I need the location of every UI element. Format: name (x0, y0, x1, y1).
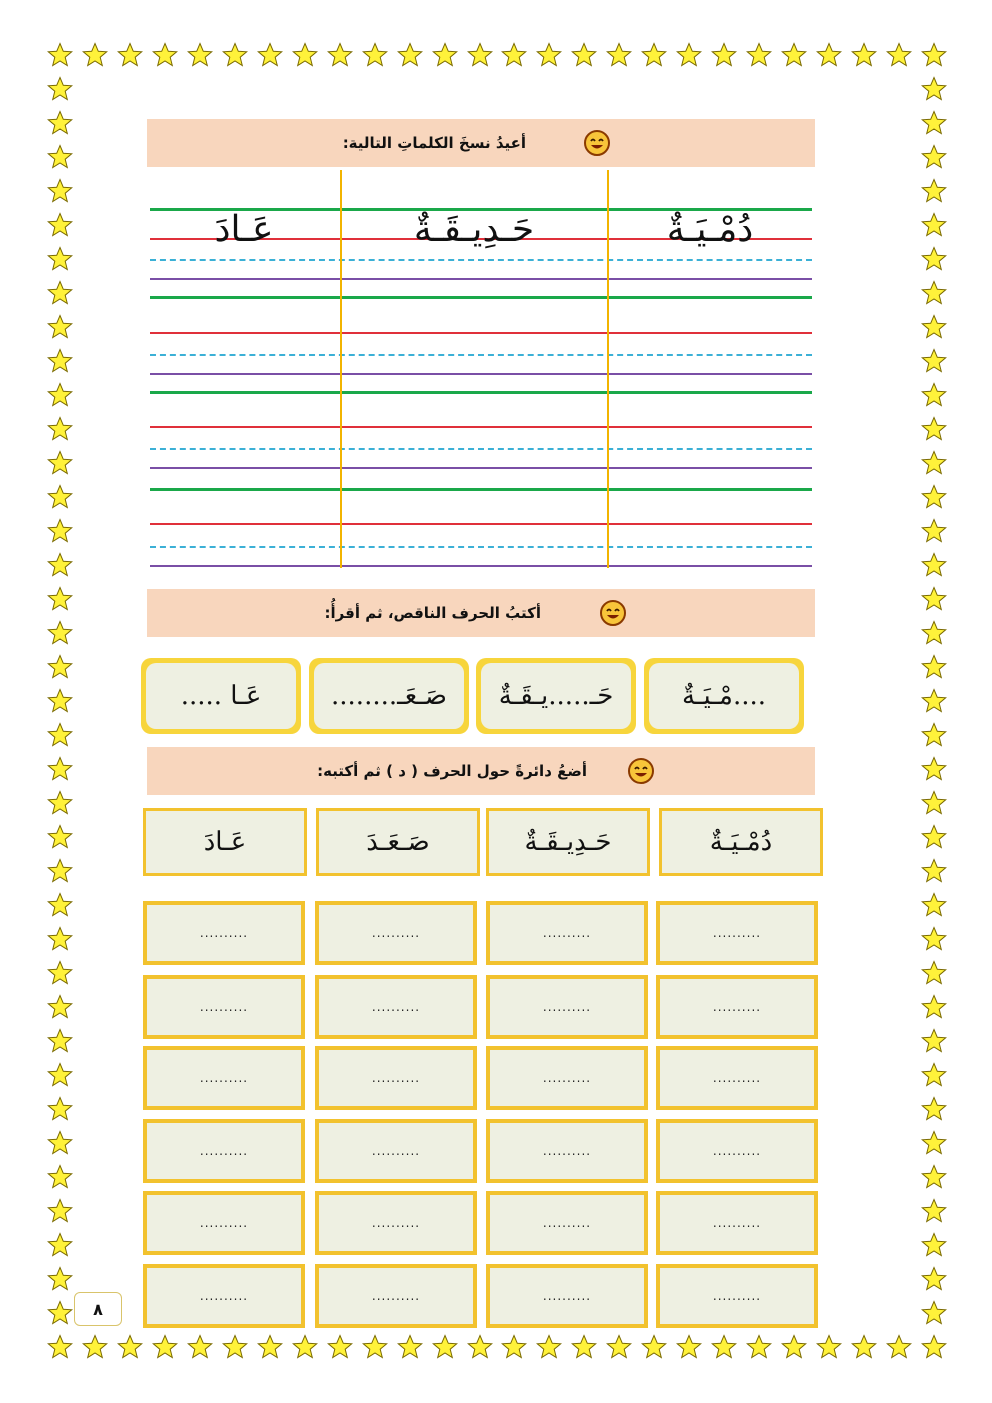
answer-box[interactable]: .......... (315, 1046, 477, 1110)
star-icon (47, 144, 73, 170)
star-icon (921, 552, 947, 578)
star-icon (47, 620, 73, 646)
star-icon (222, 42, 248, 68)
star-icon (47, 586, 73, 612)
star-icon (746, 1334, 772, 1360)
answer-box[interactable]: .......... (315, 1264, 477, 1328)
star-icon (467, 42, 493, 68)
star-icon (47, 824, 73, 850)
star-icon (921, 1232, 947, 1258)
star-icon (921, 416, 947, 442)
star-icon (571, 1334, 597, 1360)
star-icon (187, 42, 213, 68)
star-icon (47, 110, 73, 136)
star-icon (152, 1334, 178, 1360)
star-icon (47, 960, 73, 986)
answer-box[interactable]: .......... (143, 975, 305, 1039)
star-icon (921, 926, 947, 952)
model-word-1: دُمْـيَـةٌ (666, 209, 754, 250)
star-icon (571, 42, 597, 68)
star-icon (47, 246, 73, 272)
answer-box[interactable]: .......... (315, 1191, 477, 1255)
star-icon (47, 858, 73, 884)
star-icon (47, 178, 73, 204)
star-icon (851, 1334, 877, 1360)
answer-box[interactable]: .......... (143, 1191, 305, 1255)
star-icon (327, 42, 353, 68)
star-icon (921, 1334, 947, 1360)
star-icon (47, 552, 73, 578)
star-icon (47, 450, 73, 476)
answer-box[interactable]: .......... (486, 1191, 648, 1255)
star-icon (152, 42, 178, 68)
star-icon (47, 382, 73, 408)
star-icon (816, 1334, 842, 1360)
star-icon (257, 42, 283, 68)
star-icon (47, 926, 73, 952)
answer-box[interactable]: .......... (315, 975, 477, 1039)
star-icon (47, 722, 73, 748)
star-icon (47, 688, 73, 714)
missing-letter-word: ....مْـيَـةٌ (649, 663, 799, 729)
star-icon (781, 42, 807, 68)
missing-letter-card[interactable] (309, 658, 469, 734)
star-icon (886, 1334, 912, 1360)
star-icon (921, 960, 947, 986)
star-icon (921, 586, 947, 612)
star-icon (921, 654, 947, 680)
missing-letter-card[interactable] (644, 658, 804, 734)
instruction-missing: أكتبُ الحرف الناقص، ثم أقرأُ: (324, 604, 541, 622)
star-icon (921, 280, 947, 306)
star-icon (606, 1334, 632, 1360)
star-icon (362, 42, 388, 68)
star-icon (921, 1198, 947, 1224)
star-icon (921, 382, 947, 408)
star-icon (362, 1334, 388, 1360)
circle-word-card[interactable]: صَـعَـدَ (316, 808, 480, 876)
star-icon (47, 1198, 73, 1224)
answer-box[interactable]: .......... (143, 1046, 305, 1110)
star-icon (921, 994, 947, 1020)
answer-box[interactable]: .......... (656, 1119, 818, 1183)
star-icon (921, 212, 947, 238)
answer-box[interactable]: .......... (315, 901, 477, 965)
star-icon (921, 484, 947, 510)
star-icon (47, 280, 73, 306)
star-icon (82, 1334, 108, 1360)
star-icon (187, 1334, 213, 1360)
missing-letter-card[interactable] (476, 658, 636, 734)
star-icon (921, 858, 947, 884)
star-icon (921, 892, 947, 918)
star-icon (47, 1028, 73, 1054)
star-icon (47, 1096, 73, 1122)
answer-box[interactable]: .......... (486, 1046, 648, 1110)
star-icon (921, 722, 947, 748)
instruction-banner-missing (147, 589, 815, 637)
instruction-banner-circle (147, 747, 815, 795)
star-icon (47, 1300, 73, 1326)
missing-letter-card[interactable] (141, 658, 301, 734)
answer-box[interactable]: .......... (315, 1119, 477, 1183)
star-icon (921, 348, 947, 374)
star-icon (536, 1334, 562, 1360)
star-icon (47, 1334, 73, 1360)
star-icon (851, 42, 877, 68)
star-icon (117, 42, 143, 68)
star-icon (746, 42, 772, 68)
star-icon (921, 144, 947, 170)
star-icon (921, 824, 947, 850)
star-icon (47, 1062, 73, 1088)
star-icon (257, 1334, 283, 1360)
star-icon (47, 1266, 73, 1292)
star-icon (921, 1062, 947, 1088)
missing-letter-word: عَـا ..... (146, 663, 296, 729)
star-icon (82, 42, 108, 68)
star-icon (921, 450, 947, 476)
circle-word-card[interactable]: عَـادَ (143, 808, 307, 876)
instruction-banner-copy (147, 119, 815, 167)
star-icon (47, 76, 73, 102)
star-icon (921, 790, 947, 816)
missing-letter-word: حَـ.....يـقَـةٌ (481, 663, 631, 729)
star-icon (47, 1232, 73, 1258)
answer-box[interactable]: .......... (486, 1264, 648, 1328)
star-icon (921, 178, 947, 204)
star-icon (432, 42, 458, 68)
star-icon (676, 1334, 702, 1360)
star-icon (886, 42, 912, 68)
star-icon (292, 1334, 318, 1360)
star-icon (921, 110, 947, 136)
star-icon (432, 1334, 458, 1360)
smiley-icon (627, 757, 655, 785)
star-icon (117, 1334, 143, 1360)
handwriting-grid[interactable] (150, 170, 812, 568)
star-icon (921, 1164, 947, 1190)
star-icon (467, 1334, 493, 1360)
star-icon (47, 654, 73, 680)
star-icon (711, 1334, 737, 1360)
star-icon (47, 518, 73, 544)
star-icon (921, 42, 947, 68)
star-icon (47, 756, 73, 782)
smiley-icon (599, 599, 627, 627)
star-icon (397, 1334, 423, 1360)
star-icon (47, 484, 73, 510)
answer-box[interactable]: .......... (143, 1264, 305, 1328)
star-icon (327, 1334, 353, 1360)
star-icon (47, 790, 73, 816)
star-icon (781, 1334, 807, 1360)
star-icon (47, 314, 73, 340)
answer-box[interactable]: .......... (143, 1119, 305, 1183)
answer-box[interactable]: .......... (486, 975, 648, 1039)
star-icon (501, 1334, 527, 1360)
star-icon (47, 1130, 73, 1156)
star-icon (676, 42, 702, 68)
star-icon (711, 42, 737, 68)
instruction-circle: أضعُ دائرةً حول الحرف ( د ) ثم أكتبه: (317, 762, 587, 780)
star-icon (47, 212, 73, 238)
circle-word-card[interactable]: حَـدِيـقَـةٌ (486, 808, 650, 876)
answer-box[interactable]: .......... (656, 1191, 818, 1255)
star-icon (921, 1300, 947, 1326)
star-icon (921, 246, 947, 272)
star-icon (641, 1334, 667, 1360)
star-icon (47, 1164, 73, 1190)
star-icon (47, 348, 73, 374)
star-icon (921, 756, 947, 782)
star-icon (397, 42, 423, 68)
star-icon (921, 314, 947, 340)
missing-letter-word: صَـعَـ........ (314, 663, 464, 729)
page-number: ٨ (74, 1292, 122, 1326)
star-icon (921, 518, 947, 544)
answer-box[interactable]: .......... (656, 901, 818, 965)
star-icon (921, 688, 947, 714)
star-icon (536, 42, 562, 68)
star-icon (292, 42, 318, 68)
star-icon (921, 1028, 947, 1054)
answer-box[interactable]: .......... (656, 1264, 818, 1328)
star-icon (222, 1334, 248, 1360)
star-icon (921, 76, 947, 102)
star-icon (47, 994, 73, 1020)
star-icon (641, 42, 667, 68)
star-icon (921, 1266, 947, 1292)
star-icon (47, 42, 73, 68)
answer-box[interactable]: .......... (486, 1119, 648, 1183)
star-icon (921, 1130, 947, 1156)
star-icon (606, 42, 632, 68)
star-icon (921, 620, 947, 646)
answer-box[interactable]: .......... (143, 901, 305, 965)
star-icon (921, 1096, 947, 1122)
answer-box[interactable]: .......... (656, 975, 818, 1039)
model-word-2: حَـدِيـقَـةٌ (413, 209, 535, 250)
instruction-copy: أعيدُ نسخَ الكلماتِ التالية: (342, 134, 526, 152)
star-icon (47, 416, 73, 442)
model-word-3: عَـادَ (214, 209, 274, 250)
smiley-icon (583, 129, 611, 157)
circle-word-card[interactable]: دُمْـيَـةٌ (659, 808, 823, 876)
answer-box[interactable]: .......... (656, 1046, 818, 1110)
star-icon (816, 42, 842, 68)
star-icon (501, 42, 527, 68)
answer-box[interactable]: .......... (486, 901, 648, 965)
star-icon (47, 892, 73, 918)
